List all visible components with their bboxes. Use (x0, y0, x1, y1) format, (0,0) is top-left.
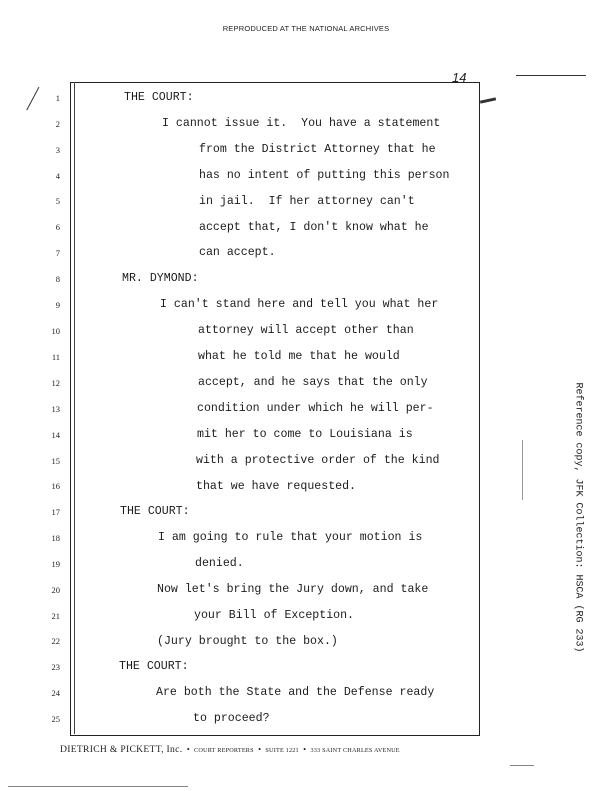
transcript-line: I can't stand here and tell you what her (160, 298, 439, 311)
transcript-line: I cannot issue it. You have a statement (162, 117, 441, 130)
transcript-line: in jail. If her attorney can't (199, 195, 415, 208)
speaker-label: THE COURT: (120, 505, 190, 518)
footer-suite: SUITE 1221 (265, 747, 299, 754)
line-number: 20 (51, 585, 60, 595)
archive-header: REPRODUCED AT THE NATIONAL ARCHIVES (222, 24, 390, 33)
line-number: 22 (51, 636, 60, 646)
line-number: 21 (51, 611, 60, 621)
scan-mark-bottom-right (510, 765, 534, 766)
line-number: 3 (55, 145, 60, 155)
line-number: 1 (55, 93, 60, 103)
transcript-line: Now let's bring the Jury down, and take (157, 583, 429, 596)
transcript-line: Are both the State and the Defense ready (156, 686, 435, 699)
speaker-label: THE COURT: (124, 91, 194, 104)
line-number: 18 (51, 533, 60, 543)
transcript-line: can accept. (199, 246, 276, 259)
line-number: 5 (55, 196, 60, 206)
line-number: 12 (51, 378, 60, 388)
transcript-line: with a protective order of the kind (196, 454, 440, 467)
line-number: 24 (51, 688, 60, 698)
line-number: 4 (55, 171, 60, 181)
line-number: 10 (51, 326, 60, 336)
line-number: 14 (51, 430, 60, 440)
footer-bullet: • (184, 744, 192, 754)
speaker-label: MR. DYMOND: (122, 272, 199, 285)
line-number: 2 (55, 119, 60, 129)
reference-copy-stamp: Reference copy, JFK Collection: HSCA (RG 233) (572, 382, 584, 653)
transcript-line: accept that, I don't know what he (199, 221, 429, 234)
speaker-label: THE COURT: (119, 660, 189, 673)
line-number: 23 (51, 662, 60, 672)
line-number: 11 (51, 352, 60, 362)
transcript-line: your Bill of Exception. (194, 609, 355, 622)
scan-mark-left-slash (26, 87, 39, 111)
scan-mark-right-edge (522, 440, 523, 500)
transcript-line: (Jury brought to the box.) (157, 635, 338, 648)
line-number: 17 (51, 507, 60, 517)
line-number: 6 (55, 222, 60, 232)
footer-bullet: • (255, 744, 264, 754)
scan-mark-bottom-left (8, 786, 188, 787)
line-number: 7 (55, 248, 60, 258)
transcript-line: accept, and he says that the only (198, 376, 428, 389)
line-number: 9 (55, 300, 60, 310)
line-number: 13 (51, 404, 60, 414)
line-number: 25 (51, 714, 60, 724)
line-number: 16 (51, 481, 60, 491)
transcript-line: to proceed? (193, 712, 270, 725)
footer (60, 744, 500, 755)
transcript-line: mit her to come to Louisiana is (197, 428, 413, 441)
transcript-line: denied. (195, 557, 244, 570)
line-number: 15 (51, 456, 60, 466)
transcript-line: what he told me that he would (198, 350, 400, 363)
transcript-line: I am going to rule that your motion is (158, 531, 423, 544)
transcript-line: condition under which he will per- (197, 402, 434, 415)
transcript-line: attorney will accept other than (198, 324, 414, 337)
scan-mark-handwritten-scribble (480, 97, 496, 103)
footer-address: 333 SAINT CHARLES AVENUE (310, 747, 400, 754)
scan-mark-top-right (516, 75, 586, 76)
footer-bullet: • (301, 744, 309, 754)
line-number: 8 (55, 274, 60, 284)
page-number: 14 (452, 70, 467, 85)
footer-firm-name: DIETRICH & PICKETT, Inc. (60, 744, 183, 755)
transcript-line: that we have requested. (196, 480, 357, 493)
footer-court-reporters: COURT REPORTERS (194, 747, 254, 754)
transcript-frame-inner-rule (74, 82, 75, 734)
line-number: 19 (51, 559, 60, 569)
transcript-line: has no intent of putting this person (199, 169, 450, 182)
transcript-line: from the District Attorney that he (199, 143, 436, 156)
